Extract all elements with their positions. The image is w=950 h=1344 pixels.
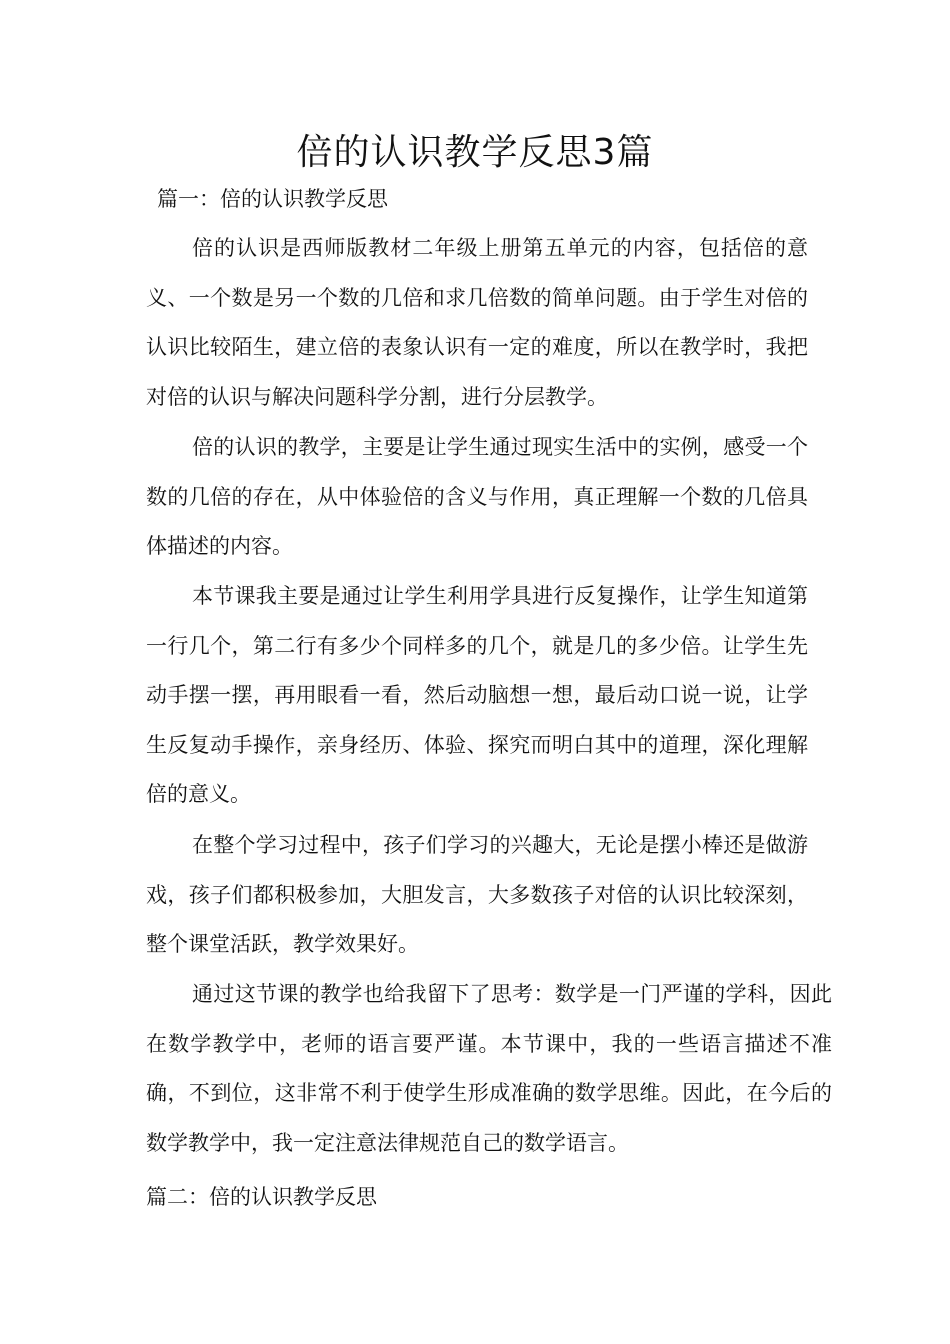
paragraph-5: 通过这节课的教学也给我留下了思考：数学是一门严谨的学科，因此在数学教学中，老师的语言要严谨。本节课中，我的一些语言描述不准确，不到位，这非常不利于使学生形成准确的数学思维。因此，在今后的数学教学中，我一定注意法律规范自己的数学语言。 (146, 982, 832, 1155)
section-heading-2: 篇二：倍的认识教学反思 (146, 1185, 377, 1209)
paragraph-4: 在整个学习过程中，孩子们学习的兴趣大，无论是摆小棒还是做游戏，孩子们都积极参加，大胆发言，大多数孩子对倍的认识比较深刻，整个课堂活跃，教学效果好。 (146, 833, 808, 957)
document-title: 倍的认识教学反思3篇 (296, 132, 654, 173)
paragraph-1: 倍的认识是西师版教材二年级上册第五单元的内容，包括倍的意义、一个数是另一个数的几倍和求几倍数的简单问题。由于学生对倍的认识比较陌生，建立倍的表象认识有一定的难度，所以在教学时，我把对倍的认识与解决问题科学分割，进行分层教学。 (146, 236, 808, 409)
section-heading-1: 篇一：倍的认识教学反思 (157, 187, 388, 211)
paragraph-2: 倍的认识的教学，主要是让学生通过现实生活中的实例，感受一个数的几倍的存在，从中体验倍的含义与作用，真正理解一个数的几倍具体描述的内容。 (146, 435, 808, 559)
paragraph-3: 本节课我主要是通过让学生利用学具进行反复操作，让学生知道第一行几个，第二行有多少个同样多的几个，就是几的多少倍。让学生先动手摆一摆，再用眼看一看，然后动脑想一想，最后动口说一说，让学生反复动手操作，亲身经历、体验、探究而明白其中的道理，深化理解倍的意义。 (146, 584, 808, 807)
